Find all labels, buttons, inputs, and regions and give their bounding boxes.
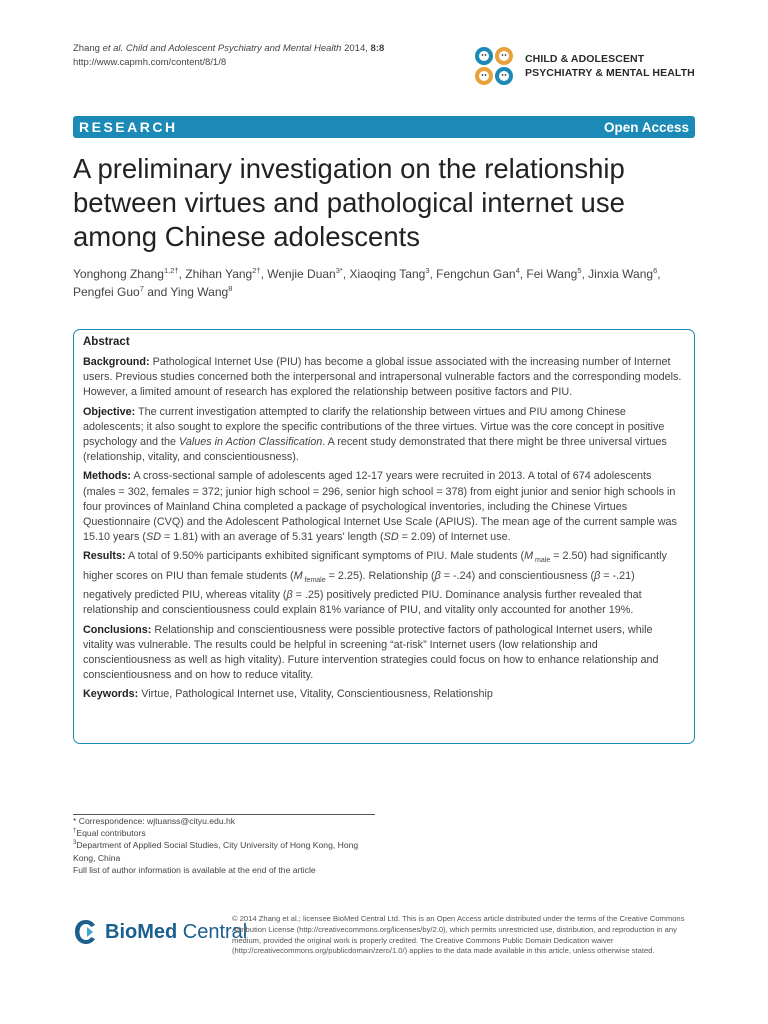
author-name: Yonghong Zhang <box>73 267 164 281</box>
section-label: RESEARCH <box>79 119 178 135</box>
author-affiliation-marker: 3 <box>425 266 430 275</box>
author-separator: , <box>342 267 350 281</box>
author-affiliation-marker: 6 <box>653 266 658 275</box>
author-affiliation-marker: 7 <box>139 284 144 293</box>
biomed-central-logo <box>73 918 247 946</box>
author-separator: , <box>657 267 661 281</box>
department-note: $^3$Department of Applied Social Studies, City University of Hong Kong, Hong Kong, China <box>73 840 359 863</box>
biomed-central-emblem-icon <box>73 918 99 946</box>
author-name: Fengchun Gan <box>436 267 516 281</box>
article-url[interactable]: http://www.capmh.com/content/8/1/8 <box>73 57 227 68</box>
abstract-methods: Methods: A cross-sectional sample of adolescents aged 12-17 years were recruited in 2013. A total of 674 adolescents (males = 302, females = 372; junior high school = 296, senior high school = 378) from eight junior and senior high schools in four provinces of Mainland China completed a package of psychological inventories, including the Chinese Virtues Questionnaire (CVQ) and the Adolescent Pathological Internet Use Scale (APIUS). The mean age of the current sample was 15.10 years (SD = 1.81) with an average of 5.31 years' length (SD = 2.09) of Internet use. <box>83 470 677 544</box>
author-name: Pengfei Guo <box>73 285 140 299</box>
author-separator: , <box>178 267 186 281</box>
abstract-conclusions: Conclusions: Relationship and conscientiousness were possible protective factors of pathological Internet users, while vitality was vulnerable. The results could be helpful in screening “at-risk” Internet users (low relationship and conscientiousness as well as high vitality). Future intervention strategies could focus on how to enhance relationship and conscientiousness and on how to reduce vitality. <box>83 623 659 682</box>
author-name: Ying Wang <box>170 285 229 299</box>
author-separator: , <box>519 267 527 281</box>
author-affiliation-marker: 8 <box>228 284 233 293</box>
biomed-central-wordmark: BioMed Central <box>105 920 248 943</box>
author-affiliation-marker: 1,2† <box>163 266 179 275</box>
correspondence-note: * Correspondence: wjtuanss@cityu.edu.hk <box>73 816 236 826</box>
license-text: © 2014 Zhang et al.; licensee BioMed Central Ltd. This is an Open Access article distributed under the terms of the Creative Commons Attribution License (http://creativecommons.org/licenses/by/2.0), which permits unrestricted use, distribution, and reproduction in any medium, provided the original work is properly credited. The Creative Commons Public Domain Dedication waiver (http://creativecommons.org/publicdomain/zero/1.0/) applies to the data made available in this article, unless otherwise stated. <box>232 914 685 956</box>
footnotes <box>73 815 378 876</box>
abstract-results: Results: A total of 9.50% participants exhibited significant symptoms of PIU. Male students (M $_{male}$ = 2.50) had significantly higher scores on PIU than female students (M $_{female}$ = 2.25). Relationship (β = -.24) and conscientiousness (β = -.21) negatively predicted PIU, whereas vitality (β = .25) positively predicted PIU. Dominance analysis further revealed that relationship and conscientiousness could explain 81% variance of PIU, and vitality only accounted for another 19%. <box>83 550 667 617</box>
author-affiliation-marker: 5 <box>577 266 582 275</box>
author-list <box>73 265 695 301</box>
author-affiliation-marker: 2† <box>252 266 261 275</box>
author-name: Xiaoqing Tang <box>349 267 426 281</box>
author-separator: , <box>429 267 437 281</box>
author-affiliation-marker: 3* <box>335 266 343 275</box>
open-access-label: Open Access <box>603 119 689 135</box>
author-name: Wenjie Duan <box>267 267 336 281</box>
citation-line: Zhang et al. Child and Adolescent Psychiatry and Mental Health 2014, 8:8 <box>73 43 385 54</box>
section-banner <box>73 116 695 138</box>
abstract-objective: Objective: The current investigation attempted to clarify the relationship between virtues and PIU among Chinese adolescents; it also sought to explore the specific contributions of the three virtues. Virtue was the core concept in positive psychology and the Values in Action Classification. A recent study demonstrated that there might be three universal virtues (relationship, vitality, and conscientiousness). <box>83 405 667 464</box>
author-separator: , <box>260 267 268 281</box>
equal-contributors-note: †Equal contributors <box>73 828 146 839</box>
author-separator: , <box>581 267 589 281</box>
author-separator: and <box>143 285 171 299</box>
author-name: Fei Wang <box>526 267 578 281</box>
author-name: Jinxia Wang <box>588 267 654 281</box>
journal-emblem-icon <box>473 45 515 87</box>
author-affiliation-marker: 4 <box>515 266 520 275</box>
abstract-keywords: Keywords: Virtue, Pathological Internet use, Vitality, Conscientiousness, Relationship <box>83 688 493 701</box>
abstract-box <box>73 329 695 744</box>
citation-header <box>73 42 384 70</box>
journal-name: CHILD & ADOLESCENT PSYCHIATRY & MENTAL HEALTH <box>525 53 695 79</box>
abstract-heading: Abstract <box>83 336 130 348</box>
article-title: A preliminary investigation on the relationship between virtues and pathological internet use among Chinese adolescents <box>73 153 625 252</box>
journal-logo <box>473 45 695 87</box>
author-info-note: Full list of author information is available at the end of the article <box>73 864 316 875</box>
author-name: Zhihan Yang <box>185 267 253 281</box>
abstract-background: Background: Pathological Internet Use (PIU) has become a global issue associated with the increasing number of Internet users. Previous studies concerned both the interpersonal and intrapersonal vulnerable factors and the corresponding models. However, a limited amount of research has explored the relationship between positive factors and PIU. <box>83 356 682 399</box>
